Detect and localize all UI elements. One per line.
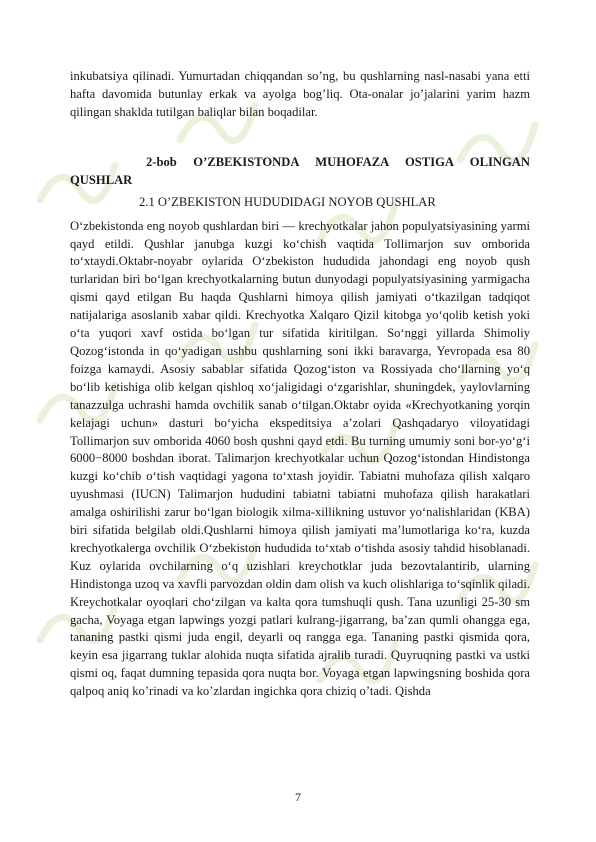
intro-paragraph: inkubatsiya qilinadi. Yumurtadan chiqqandan so’ng, bu qushlarning nasl-nasabi yana etti hafta davomida butunlay erkak va ayolga bog’liq. Ota-onalar jo’jalarini yarim hazm qilingan shaklda tutilgan baliqlar bilan boqadilar. <box>70 69 530 119</box>
section-heading: 2.1 O’ZBEKISTON HUDUDIDAGI NOYOB QUSHLAR <box>139 194 436 209</box>
page-number: 7 <box>295 790 301 804</box>
chapter-heading: 2-bob O’ZBEKISTONDA MUHOFAZA OSTIGA OLINGAN QUSHLAR <box>70 154 530 187</box>
body-paragraph: O‘zbekistonda eng noyob qushlardan biri — krechyotkalar jahon populyatsiyasining yarmi qayd etildi. Qushlar janubga kuzgi ko‘chish vaqtida Tollimarjon suv omborida to‘xtaydi.Oktabr-noyabr oylarida O‘zbekiston hududida jahondagi eng noyob qush turlaridan biri bo‘lgan krechyotkalarning butun dunyodagi populyatsiyasining yarmigacha qismi qayd etilgan Bu haqda Qushlarni himoya qilish jamiyati o‘tkazilgan tadqiqot natijalariga asoslanib xabar qildi. Krechyotka Xalqaro Qizil kitobga yo‘qolib ketish yoki o‘ta yuqori xavf ostida bo‘lgan tur sifatida kiritilgan. So‘nggi yillarda Shimoliy Qozog‘istonda in qo‘yadigan ushbu qushlarning soni ikki baravarga, Yevropada esa 80 foizga kamaydi. Asosiy sabablar sifatida Qozog‘iston va Rossiyada cho‘llarning yo‘q bo‘lib ketishiga olib kelgan qishloq xo‘jaligidagi o‘zgarishlar, shuningdek, yaylovlarning tanazzulga uchrashi hamda ovchilik sanab o‘tilgan.Oktabr oyida «Krechyotkaning yorqin kelajagi uchun» dasturi bo‘yicha ekspeditsiya a’zolari Qashqadaryo viloyatidagi Tollimarjon suv omborida 4060 bosh qushni qayd etdi. Bu turning umumiy soni bor-yo‘g‘i 6000−8000 boshdan iborat. Talimarjon krechyotkalar uchun Qozog‘istondan Hindistonga kuzgi ko‘chib o‘tish vaqtidagi yagona to‘xtash joyidir. Tabiatni muhofaza qilish xalqaro uyushmasi (IUCN) Talimarjon hududini tabiatni tabiatni muhofaza qilish harakatlari amalga oshirilishi zarur bo‘lgan biologik xilma-xillikning ustuvor yo‘nalishlaridan (KBA) biri sifatida belgilab oldi.Qushlarni himoya qilish jamiyati ma’lumotlariga ko‘ra, kuzda krechyotkalerga ovchilik O‘zbekiston hududida to‘xtab o‘tishda asosiy tahdid hisoblanadi. Kuz oylarida ovchilarning o‘q uzishlari kreychotklar juda bezovtalantirib, ularning Hindistonga uzoq va xavfli parvozdan oldin dam olish va kuch olishlariga to‘sqinlik qiladi. Kreychotkalar oyoqlari cho‘zilgan va kalta qora tumshuqli qush. Tana uzunligi 25-30 sm gacha, Voyaga etgan lapwings yozgi patlari kulrang-jigarrang, ba’zan qumli ohangga ega, tananing pastki qismi juda engil, deyarli oq rangga ega. Tananing pastki qismida qora, keyin esa jigarrang tuklar alohida nuqta sifatida ajralib turadi. Quyruqning pastki va ustki qismi oq, faqat dumning tepasida qora nuqta bor. Voyaga etgan lapwingsning boshida qora qalpoq aniq ko’rinadi va ko’zlardan ingichka qora chiziq o’tadi. Qishda <box>70 218 530 699</box>
document-content <box>70 68 530 701</box>
